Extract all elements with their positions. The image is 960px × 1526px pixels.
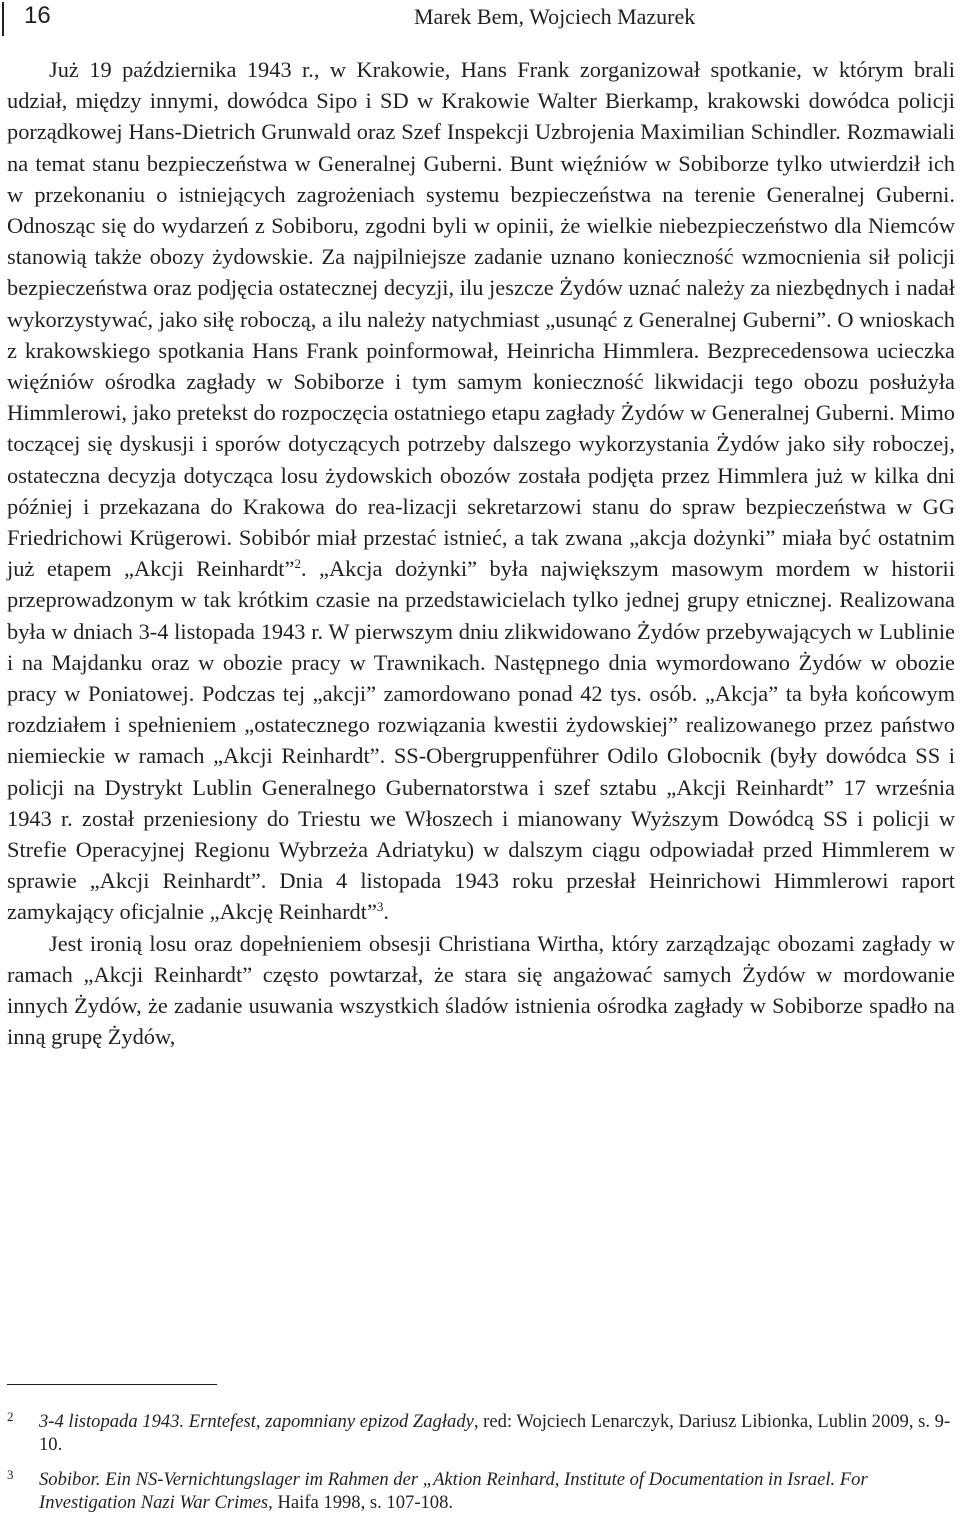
footnote-ref-3[interactable]: 3 [376,899,384,915]
footnote-text [39,1468,953,1515]
footnote-number: 2 [7,1409,14,1424]
footnote-ref-2[interactable]: 2 [294,556,301,572]
footnote-number: 3 [7,1466,14,1482]
footnote-title: 3-4 listopada 1943. Erntefest, zapomniany epizod Zagłady [39,1411,474,1432]
footnote-2 [7,1410,953,1457]
paragraph-2: Jest ironią losu oraz dopełnieniem obsesji Christiana Wirtha, który zarządzając obozami zagłady w ramach „Akcji Reinhardt” często powtarzał, że stara się angażować samych Żydów w mordowanie innych Żydów, że zadanie usuwania wszystkich śladów istnienia ośrodka zagłady w Sobiborze spadło na inną grupę Żydów, [7,930,955,1050]
footnote-details: , Haifa 1998, s. 107-108. [268,1492,454,1514]
paragraph-1-text: Już 19 października 1943 r., w Krakowie, Hans Frank zorganizował spotkanie, w którym brali udział, między innymi, dowódca Sipo i SD w Krakowie Walter Bierkamp, krakowski dowódca policji porządkowej Hans-Dietrich Grunwald oraz Szef Inspekcji Uzbrojenia Maximilian Schindler. Rozmawiali na temat stanu bezpieczeństwa w Generalnej Guberni. Bunt więźniów w Sobiborze tylko utwierdził ich w przekonaniu o istniejących zagrożeniach systemu bezpieczeństwa na terenie Generalnej Guberni. Odnosząc się do wydarzeń z Sobiboru, zgodni byli w opinii, że wielkie niebezpieczeństwo dla Niemców stanowią także obozy żydowskie. Za najpilniejsze zadanie uznano konieczność wzmocnienia sił policji bezpieczeństwa oraz podjęcia ostatecznej decyzji, ilu jeszcze Żydów uznać należy za niezbędnych i nadał wykorzystywać, jako siłę roboczą, a ilu należy natychmiast „usunąć z Generalnej Guberni”. O wnioskach z krakowskiego spotkania Hans Frank poinformował, Heinricha Himmlera. Bezprecedensowa ucieczka więźniów ośrodka zagłady w Sobiborze i tym samym konieczność likwidacji tego obozu posłużyła Himmlerowi, jako pretekst do rozpoczęcia ostatniego etapu zagłady Żydów w Generalnej Guberni. Mimo toczącej się dyskusji i sporów dotyczących potrzeby dalszego wykorzystania Żydów jako siły roboczej, ostateczna decyzja dotycząca losu żydowskich obozów została podjęta przez Himmlera już w kilka dni później i przekazana do Krakowa do rea-lizacji sekretarzowi stanu do spraw bezpieczeństwa w GG Friedrichowi Krügerowi. Sobibór miał przestać istnieć, a tak zwana „akcja dożynki” miała być ostatnim już etapem „Akcji Reinhardt” [7,57,955,582]
paragraph-1 [7,54,955,928]
footnote-text [39,1410,953,1457]
paragraph-1-end: . [383,899,389,925]
page-header [0,0,960,40]
footnote-separator [7,1384,217,1385]
footnote-details: , red: Wojciech Lenarczyk, Dariusz Libionka, Lublin 2009, s. 9-10. [39,1411,951,1456]
footnote-title: Sobibor. Ein NS-Vernichtungslager im Rahmen der „Aktion Reinhard, Institute of Documentation in Israel. For Investigation Nazi War Crimes [39,1468,868,1514]
paragraph-1-continued: . „Akcja dożynki” była największym masowym mordem w historii przeprowadzonym w tak krótkim czasie na przedstawicielach tylko jednej grupy etnicznej. Realizowana była w dniach 3-4 listopada 1943 r. W pierwszym dniu zlikwidowano Żydów przebywających w Lublinie i na Majdanku oraz w obozie pracy w Trawnikach. Następnego dnia wymordowano Żydów w obozie pracy w Poniatowej. Podczas tej „akcji” zamordowano ponad 42 tys. osób. „Akcja” ta była końcowym rozdziałem i spełnieniem „ostatecznego rozwiązania kwestii żydowskiej” realizowanego przez państwo niemieckie w ramach „Akcji Reinhardt”. SS-Obergruppenführer Odilo Globocnik (były dowódca SS i policji na Dystrykt Lublin Generalnego Gubernatorstwa i szef sztabu „Akcji Reinhardt” 17 września 1943 r. został przeniesiony do Triestu we Włoszech i mianowany Wyższym Dowódcą SS i policji w Strefie Operacyjnej Regionu Wybrzeża Adriatyku) w dalszym ciągu odpowiadał przed Himmlerem w sprawie „Akcji Reinhardt”. Dnia 4 listopada 1943 roku przesłał Heinrichowi Himmlerowi raport zamykający oficjalnie „Akcję Reinhardt” [7,556,955,925]
footnote-3 [7,1468,953,1515]
footnotes [7,1410,953,1526]
running-head: Marek Bem, Wojciech Mazurek [414,4,696,29]
body-text [7,54,955,1053]
header-rule [2,2,4,36]
page-number: 16 [24,2,51,29]
